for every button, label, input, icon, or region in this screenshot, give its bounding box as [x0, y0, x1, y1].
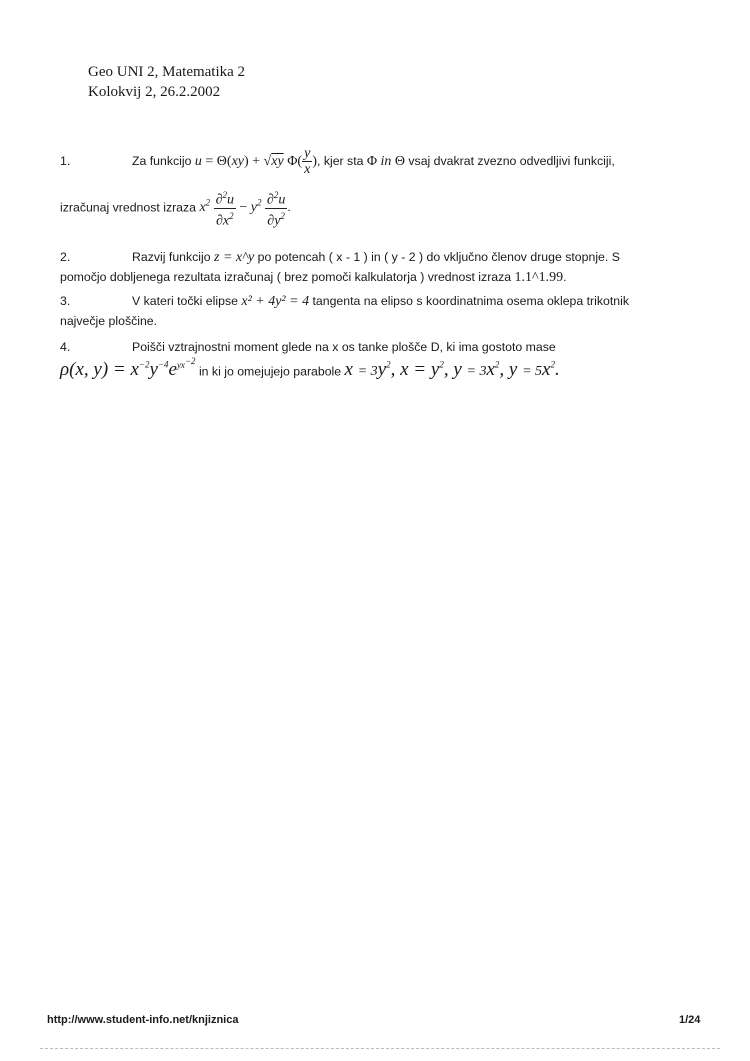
- problem-3-line-2: največje ploščine.: [60, 314, 158, 328]
- problem-text: Za funkcijo: [132, 153, 192, 168]
- problem-4: 4. Poišči vztrajnostni moment glede na x os tanke plošče D, ki ima gostoto mase: [60, 340, 556, 354]
- page-number: 1/24: [679, 1014, 701, 1026]
- problem-number: 1.: [60, 153, 71, 168]
- header-line-2: Kolokvij 2, 26.2.2002: [88, 84, 221, 100]
- formula-parabolas: $x = 3y^2$, $x = y^2$, $y = 3x^2$, $y = 5x^2$.: [344, 359, 560, 381]
- problem-1: 1. Za funkcijo u = Θ(xy) + √xy Φ( $\frac{y}{x}$ ), kjer sta Φ in Θ vsaj dvakrat zvezno odvedljivi funkciji,: [60, 146, 615, 177]
- formula-z: z = x^y: [214, 250, 255, 265]
- problem-2: 2. Razvij funkcijo z = x^y po potencah ( x - 1 ) in ( y - 2 ) do vključno členov druge stopnje. S: [60, 250, 620, 265]
- problem-3: 3. V kateri točki elipse x² + 4y² = 4 tangenta na elipso s koordinatnima osema oklepa trikotnik: [60, 294, 629, 309]
- scan-artifact-line: [40, 1048, 720, 1049]
- problem-2-line-2: pomočjo dobljenega rezultata izračunaj ( brez pomoči kalkulatorja ) vrednost izraza 1.1^1.99.: [60, 270, 567, 285]
- formula-density: ρ(x, $y) = x^{-2}y^{-4}e^{yx^{-2}}$: [60, 356, 196, 381]
- header-line-1: Geo UNI 2, Matematika 2: [88, 64, 246, 80]
- problem-4-line-2: ρ(x, $y) = x^{-2}y^{-4}e^{yx^{-2}}$ in ki jo omejujejo parabole $x = 3y^2$, $x = y^2$, $y = 3x^2$, $y = 5x^2$.: [60, 356, 560, 381]
- footer-url[interactable]: http://www.student-info.net/knjiznica: [47, 1014, 239, 1026]
- formula-expression: $x^2$ $\frac{\partial^2u}{\partial x^2}$ − $y^2$ $\frac{\partial^2u}{\partial y^2}$ .: [199, 190, 291, 229]
- formula-power: 1.1^1.99: [514, 270, 564, 285]
- problem-1-line-2: izračunaj vrednost izraza $x^2$ $\frac{\partial^2u}{\partial x^2}$ − $y^2$ $\frac{\partial^2u}{\partial y^2}$ .: [60, 190, 291, 229]
- formula-u: u = Θ(xy) + √xy Φ( $\frac{y}{x}$ ): [194, 146, 317, 177]
- formula-ellipse: x² + 4y² = 4: [241, 294, 310, 309]
